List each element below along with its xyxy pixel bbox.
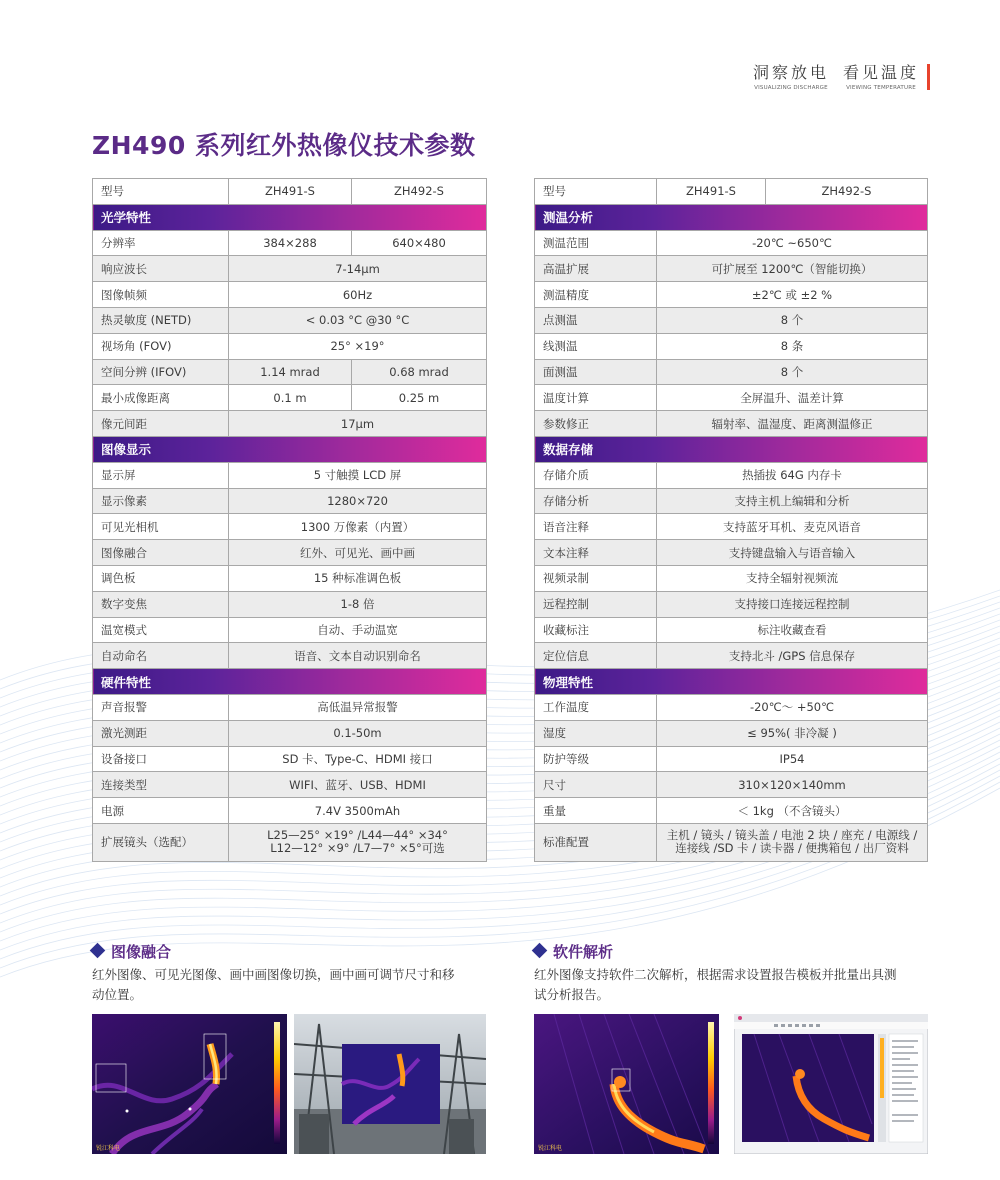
row-value-line: 连接线 /SD 卡 / 读卡器 / 便携箱包 / 出厂资料 bbox=[675, 841, 909, 856]
row-label: 最小成像距离 bbox=[93, 385, 229, 411]
row-label: 收藏标注 bbox=[535, 617, 657, 643]
table-row bbox=[93, 307, 487, 333]
table-row bbox=[93, 411, 487, 437]
row-label: 扩展镜头（选配） bbox=[93, 823, 229, 861]
table-row bbox=[93, 333, 487, 359]
row-value-model-1: 0.1 m bbox=[229, 385, 352, 411]
spec-table-right bbox=[534, 178, 928, 862]
table-row bbox=[93, 823, 487, 861]
section-title: 图像显示 bbox=[93, 436, 487, 462]
table-row bbox=[535, 643, 928, 669]
slogan-viewing bbox=[843, 63, 919, 91]
table-row bbox=[93, 720, 487, 746]
row-label: 测温范围 bbox=[535, 230, 657, 256]
row-label: 工作温度 bbox=[535, 694, 657, 720]
brand-slogan bbox=[739, 63, 930, 91]
row-value: 全屏温升、温差计算 bbox=[657, 385, 928, 411]
row-label: 重量 bbox=[535, 798, 657, 824]
table-row bbox=[93, 798, 487, 824]
table-row bbox=[535, 282, 928, 308]
row-value: 支持主机上编辑和分析 bbox=[657, 488, 928, 514]
row-value: 热插拔 64G 内存卡 bbox=[657, 462, 928, 488]
section-title: 数据存储 bbox=[535, 436, 928, 462]
row-value: ±2℃ 或 ±2 % bbox=[657, 282, 928, 308]
table-row bbox=[93, 643, 487, 669]
watermark-text: 锐江科电 bbox=[538, 1145, 563, 1152]
row-label: 尺寸 bbox=[535, 772, 657, 798]
software-heading bbox=[534, 941, 613, 962]
table-row bbox=[93, 359, 487, 385]
watermark-text: 锐江科电 bbox=[96, 1145, 121, 1152]
row-value: -20℃～ +50℃ bbox=[657, 694, 928, 720]
software-description bbox=[534, 965, 934, 1005]
table-header-row bbox=[93, 179, 487, 205]
row-label: 参数修正 bbox=[535, 411, 657, 437]
row-value: 支持全辐射视频流 bbox=[657, 565, 928, 591]
row-value-model-1: 1.14 mrad bbox=[229, 359, 352, 385]
software-text-line: 红外图像支持软件二次解析，根据需求设置报告模板并批量出具测 bbox=[534, 967, 897, 982]
row-label: 文本注释 bbox=[535, 540, 657, 566]
row-label: 调色板 bbox=[93, 565, 229, 591]
row-label: 定位信息 bbox=[535, 643, 657, 669]
row-label: 热灵敏度 (NETD) bbox=[93, 307, 229, 333]
table-row bbox=[93, 230, 487, 256]
row-label: 显示屏 bbox=[93, 462, 229, 488]
table-row bbox=[93, 514, 487, 540]
row-label: 图像融合 bbox=[93, 540, 229, 566]
row-value: SD 卡、Type-C、HDMI 接口 bbox=[229, 746, 487, 772]
row-value: 60Hz bbox=[229, 282, 487, 308]
row-value: 支持蓝牙耳机、麦克风语音 bbox=[657, 514, 928, 540]
row-label: 视频录制 bbox=[535, 565, 657, 591]
row-label: 温度计算 bbox=[535, 385, 657, 411]
row-value: 8 个 bbox=[657, 359, 928, 385]
row-label: 点测温 bbox=[535, 307, 657, 333]
table-row bbox=[93, 385, 487, 411]
software-screenshot bbox=[734, 1014, 928, 1154]
row-label: 视场角 (FOV) bbox=[93, 333, 229, 359]
row-value-model-2: 0.68 mrad bbox=[352, 359, 487, 385]
row-label: 高温扩展 bbox=[535, 256, 657, 282]
row-value: 1300 万像素（内置） bbox=[229, 514, 487, 540]
table-row bbox=[535, 307, 928, 333]
table-row bbox=[93, 617, 487, 643]
row-value: 辐射率、温湿度、距离测温修正 bbox=[657, 411, 928, 437]
table-row bbox=[535, 540, 928, 566]
row-value bbox=[229, 823, 487, 861]
row-value: 25° ×19° bbox=[229, 333, 487, 359]
section-title: 光学特性 bbox=[93, 204, 487, 230]
table-row bbox=[93, 591, 487, 617]
row-label: 测温精度 bbox=[535, 282, 657, 308]
row-value: < 0.03 °C @30 °C bbox=[229, 307, 487, 333]
row-label: 存储介质 bbox=[535, 462, 657, 488]
table-row bbox=[535, 411, 928, 437]
table-row bbox=[535, 230, 928, 256]
infrared-analysis-image bbox=[534, 1014, 719, 1154]
row-value: 0.1-50m bbox=[229, 720, 487, 746]
row-value: 语音、文本自动识别命名 bbox=[229, 643, 487, 669]
row-label: 连接类型 bbox=[93, 772, 229, 798]
row-label: 温宽模式 bbox=[93, 617, 229, 643]
row-value: IP54 bbox=[657, 746, 928, 772]
table-row bbox=[535, 256, 928, 282]
fusion-heading bbox=[92, 941, 171, 962]
table-row bbox=[93, 256, 487, 282]
header-model-2: ZH492-S bbox=[352, 179, 487, 205]
header-model-2: ZH492-S bbox=[766, 179, 928, 205]
table-row bbox=[535, 462, 928, 488]
row-value: WIFI、蓝牙、USB、HDMI bbox=[229, 772, 487, 798]
table-row bbox=[93, 746, 487, 772]
row-label: 空间分辨 (IFOV) bbox=[93, 359, 229, 385]
row-value: 7.4V 3500mAh bbox=[229, 798, 487, 824]
row-label: 湿度 bbox=[535, 720, 657, 746]
section-header-row bbox=[93, 669, 487, 695]
row-label: 标准配置 bbox=[535, 823, 657, 861]
table-row bbox=[93, 772, 487, 798]
table-row bbox=[535, 591, 928, 617]
row-value-model-2: 640×480 bbox=[352, 230, 487, 256]
table-row bbox=[93, 488, 487, 514]
diamond-bullet-icon bbox=[90, 943, 106, 959]
row-label: 电源 bbox=[93, 798, 229, 824]
row-label: 像元间距 bbox=[93, 411, 229, 437]
row-label: 可见光相机 bbox=[93, 514, 229, 540]
row-value bbox=[657, 823, 928, 861]
section-title: 硬件特性 bbox=[93, 669, 487, 695]
table-row bbox=[93, 694, 487, 720]
table-row bbox=[535, 359, 928, 385]
table-row bbox=[535, 385, 928, 411]
row-label: 远程控制 bbox=[535, 591, 657, 617]
row-label: 线测温 bbox=[535, 333, 657, 359]
section-header-row bbox=[535, 669, 928, 695]
table-row bbox=[535, 798, 928, 824]
header-label-cell: 型号 bbox=[535, 179, 657, 205]
table-row bbox=[535, 617, 928, 643]
row-label: 面测温 bbox=[535, 359, 657, 385]
picture-in-picture-image bbox=[294, 1014, 486, 1154]
row-value: 标注收藏查看 bbox=[657, 617, 928, 643]
header-label-cell: 型号 bbox=[93, 179, 229, 205]
row-value-model-2: 0.25 m bbox=[352, 385, 487, 411]
row-label: 显示像素 bbox=[93, 488, 229, 514]
table-row bbox=[535, 720, 928, 746]
table-row bbox=[535, 823, 928, 861]
row-label: 图像帧频 bbox=[93, 282, 229, 308]
table-row bbox=[93, 282, 487, 308]
table-row bbox=[535, 694, 928, 720]
row-value: 5 寸触摸 LCD 屏 bbox=[229, 462, 487, 488]
fusion-description bbox=[92, 965, 492, 1005]
row-value: 8 条 bbox=[657, 333, 928, 359]
table-row bbox=[93, 565, 487, 591]
section-title: 测温分析 bbox=[535, 204, 928, 230]
header-model-1: ZH491-S bbox=[657, 179, 766, 205]
fusion-text-line: 动位置。 bbox=[92, 987, 143, 1002]
row-value: 支持接口连接远程控制 bbox=[657, 591, 928, 617]
row-value-model-1: 384×288 bbox=[229, 230, 352, 256]
row-value: 支持键盘输入与语音输入 bbox=[657, 540, 928, 566]
row-value: ≤ 95%( 非冷凝 ) bbox=[657, 720, 928, 746]
section-header-row bbox=[535, 204, 928, 230]
row-label: 分辨率 bbox=[93, 230, 229, 256]
slogan-zh-1: 洞察放电 bbox=[752, 63, 829, 82]
row-label: 存储分析 bbox=[535, 488, 657, 514]
row-label: 响应波长 bbox=[93, 256, 229, 282]
row-value-line: 主机 / 镜头 / 镜头盖 / 电池 2 块 / 座充 / 电源线 / bbox=[666, 828, 918, 843]
table-row bbox=[535, 488, 928, 514]
row-label: 声音报警 bbox=[93, 694, 229, 720]
table-row bbox=[535, 333, 928, 359]
header-model-1: ZH491-S bbox=[229, 179, 352, 205]
row-value: 红外、可见光、画中画 bbox=[229, 540, 487, 566]
table-header-row bbox=[535, 179, 928, 205]
row-value: 8 个 bbox=[657, 307, 928, 333]
row-label: 数字变焦 bbox=[93, 591, 229, 617]
row-label: 防护等级 bbox=[535, 746, 657, 772]
page-title: ZH490 系列红外热像仪技术参数 bbox=[92, 131, 476, 160]
slogan-en-1: VISUALIZING DISCHARGE bbox=[754, 85, 828, 91]
software-text-line: 试分析报告。 bbox=[534, 987, 610, 1002]
row-value: 1280×720 bbox=[229, 488, 487, 514]
section-header-row bbox=[93, 436, 487, 462]
table-row bbox=[93, 462, 487, 488]
accent-bar bbox=[927, 64, 930, 90]
slogan-visualizing bbox=[753, 63, 829, 91]
section-header-row bbox=[93, 204, 487, 230]
row-label: 语音注释 bbox=[535, 514, 657, 540]
row-value: 自动、手动温宽 bbox=[229, 617, 487, 643]
row-value: 310×120×140mm bbox=[657, 772, 928, 798]
row-value: ＜ 1kg （不含镜头） bbox=[657, 798, 928, 824]
fusion-heading-text: 图像融合 bbox=[111, 943, 172, 961]
row-value-line: L12—12° ×9° /L7—7° ×5°可选 bbox=[270, 841, 445, 856]
table-row bbox=[535, 565, 928, 591]
table-row bbox=[93, 540, 487, 566]
row-value-line: L25—25° ×19° /L44—44° ×34° bbox=[267, 828, 448, 843]
table-row bbox=[535, 746, 928, 772]
slogan-en-2: VIEWING TEMPERATURE bbox=[846, 85, 916, 91]
slogan-zh-2: 看见温度 bbox=[842, 63, 919, 82]
table-row bbox=[535, 514, 928, 540]
section-title: 物理特性 bbox=[535, 669, 928, 695]
fusion-text-line: 红外图像、可见光图像、画中画图像切换，画中画可调节尺寸和移 bbox=[92, 967, 455, 982]
row-value: 7-14μm bbox=[229, 256, 487, 282]
row-value: 高低温异常报警 bbox=[229, 694, 487, 720]
row-value: 17μm bbox=[229, 411, 487, 437]
spec-table-left bbox=[92, 178, 487, 862]
section-header-row bbox=[535, 436, 928, 462]
row-value: 可扩展至 1200℃（智能切换） bbox=[657, 256, 928, 282]
row-value: -20℃ ~650℃ bbox=[657, 230, 928, 256]
row-label: 设备接口 bbox=[93, 746, 229, 772]
diamond-bullet-icon bbox=[532, 943, 548, 959]
row-value: 1-8 倍 bbox=[229, 591, 487, 617]
software-heading-text: 软件解析 bbox=[553, 943, 614, 961]
row-value: 支持北斗 /GPS 信息保存 bbox=[657, 643, 928, 669]
row-label: 激光测距 bbox=[93, 720, 229, 746]
table-row bbox=[535, 772, 928, 798]
infrared-image bbox=[92, 1014, 287, 1154]
row-value: 15 种标准调色板 bbox=[229, 565, 487, 591]
row-label: 自动命名 bbox=[93, 643, 229, 669]
